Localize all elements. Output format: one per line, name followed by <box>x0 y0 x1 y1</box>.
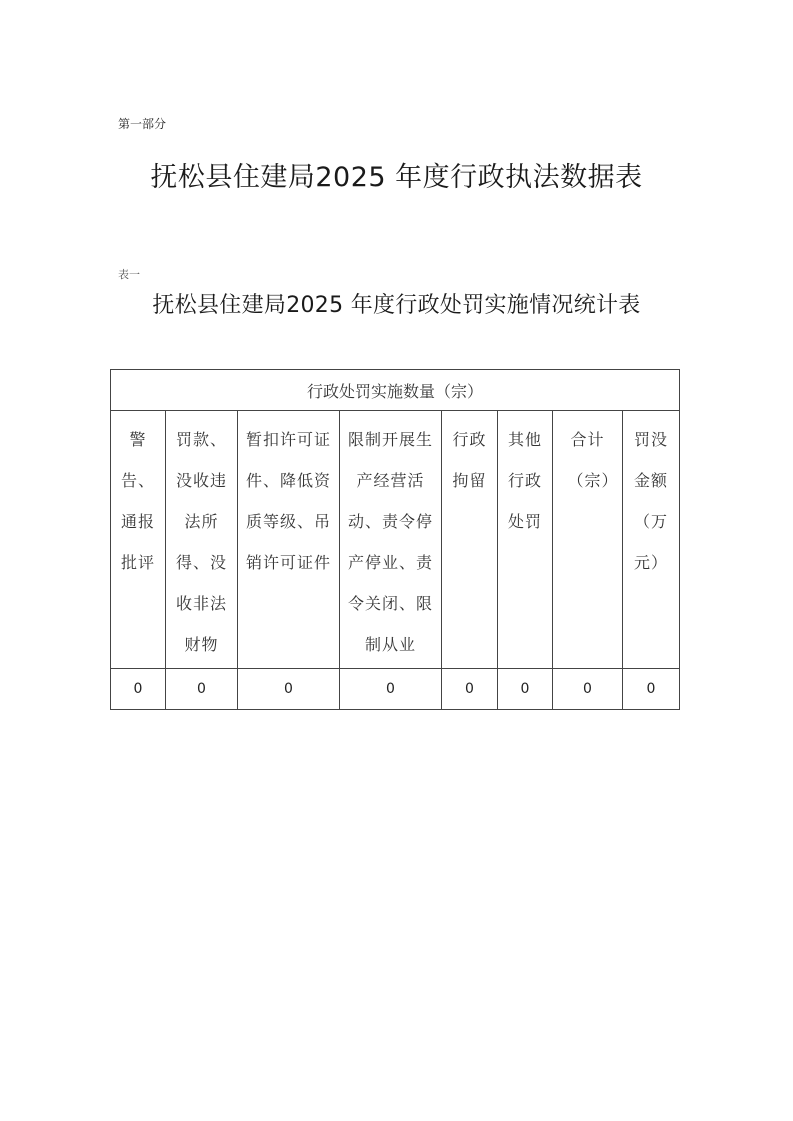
value-row <box>111 669 680 710</box>
category-label: 暂扣许可证件、降低资质等级、吊销许可证件 <box>245 430 331 572</box>
category-label: 警告、通报批评 <box>121 430 156 572</box>
category-amount <box>623 411 680 669</box>
value-cell: 0 <box>498 669 553 710</box>
value-cell: 0 <box>442 669 498 710</box>
value-cell: 0 <box>340 669 442 710</box>
value-cell: 0 <box>623 669 680 710</box>
category-label: 限制开展生产经营活动、责令停产停业、责令关闭、限制从业 <box>347 430 433 654</box>
category-label: 合计（宗） <box>567 430 619 490</box>
category-label: 罚没金额（万元） <box>633 430 668 572</box>
value-cell: 0 <box>166 669 238 710</box>
value-cell: 0 <box>238 669 340 710</box>
penalty-statistics-table <box>110 369 680 710</box>
value-cell: 0 <box>111 669 166 710</box>
category-business-restriction <box>340 411 442 669</box>
category-label: 行政拘留 <box>452 430 487 490</box>
category-label: 其他行政处罚 <box>507 430 542 531</box>
category-label: 罚款、没收违法所得、没收非法财物 <box>175 430 227 654</box>
main-title: 抚松县住建局2025 年度行政执法数据表 <box>150 162 643 193</box>
category-total <box>553 411 623 669</box>
part-label: 第一部分 <box>118 117 167 131</box>
category-fine <box>166 411 238 669</box>
table-title: 抚松县住建局2025 年度行政处罚实施情况统计表 <box>152 293 641 318</box>
table-label: 表一 <box>118 268 140 281</box>
table-header-cell: 行政处罚实施数量（宗） <box>111 370 680 411</box>
category-detention <box>442 411 498 669</box>
value-cell: 0 <box>553 669 623 710</box>
category-license <box>238 411 340 669</box>
category-other <box>498 411 553 669</box>
category-warning <box>111 411 166 669</box>
table-header-row <box>111 370 680 411</box>
category-row <box>111 411 680 669</box>
